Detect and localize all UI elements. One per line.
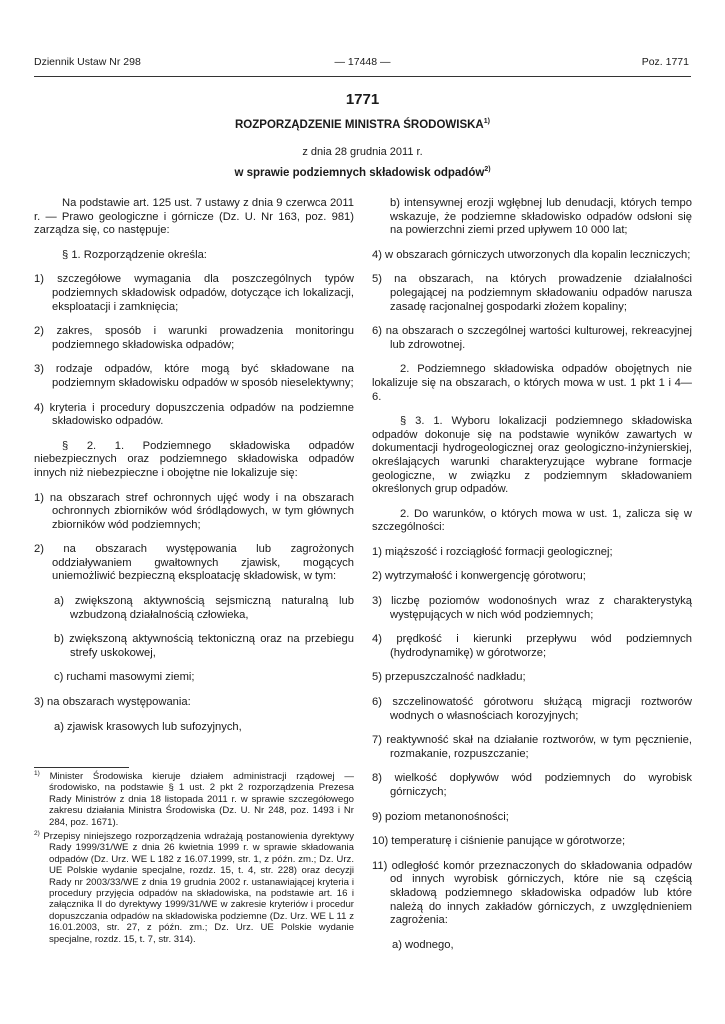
footnote-rule: [34, 767, 129, 768]
section-2-paragraph-2: 2. Podziemnego składowiska odpadów obojętnych nie lokalizuje się na obszarach, o których mowa w ust. 1 pkt 1 i 4—6.: [372, 363, 692, 403]
header-page-number: — 17448 —: [334, 56, 391, 68]
act-number: 1771: [345, 91, 380, 108]
list-item: 6) szczelinowatość górotworu służącą migracji roztworów wodnych o własnościach korozyjnych;: [372, 696, 692, 722]
list-item: 11) odległość komór przeznaczonych do składowania odpadów od innych wyrobisk górniczych, które nie są częścią składową podziemnego składowiska odpadów lub które należą do innych zakładów górniczych, z uwzględnieniem zagrożenia:: [372, 859, 692, 927]
list-item: 4) w obszarach górniczych utworzonych dla kopalin leczniczych;: [372, 248, 691, 261]
list-item: 7) reaktywność skał na działanie roztworów, w tym pęcznienie, rozmakanie, rozpuszczanie;: [372, 734, 692, 760]
header-position: Poz. 1771: [641, 56, 689, 68]
preamble: Na podstawie art. 125 ust. 7 ustawy z dnia 9 czerwca 2011 r. — Prawo geologiczne i górnicze (Dz. U. Nr 163, poz. 981) zarządza się, co następuje:: [34, 197, 354, 237]
list-item: 4) prędkość i kierunki przepływu wód podziemnych (hydrodynamikę) w górotworze;: [372, 633, 692, 659]
list-item: 5) na obszarach, na których prowadzenie działalności polegającej na podziemnym składowaniu odpadów narusza zasadę racjonalnej gospodarki złożem kopaliny;: [372, 273, 692, 313]
sub-item: a) zwiększoną aktywnością sejsmiczną naturalną lub wzbudzoną działalnością człowieka,: [54, 595, 354, 621]
list-item: 2) wytrzymałość i konwergencję górotworu;: [372, 570, 586, 583]
list-item: 4) kryteria i procedury dopuszczenia odpadów na podziemne składowisko odpadów.: [34, 401, 354, 428]
section-2-intro: § 2. 1. Podziemnego składowiska odpadów niebezpiecznych oraz podziemnego składowiska odpadów innych niż niebezpieczne i obojętne nie lokalizuje się:: [34, 439, 354, 479]
act-title: [0, 119, 725, 131]
header-rule: [34, 76, 691, 77]
footnote-mark: 2): [34, 829, 40, 837]
list-item: 1) szczegółowe wymagania dla poszczególnych typów podziemnych składowisk odpadów, dotyczące ich lokalizacji, eksploatacji i zamknięcia;: [34, 273, 354, 313]
list-item: 3) liczbę poziomów wodonośnych wraz z charakterystyką występujących w nich wód podziemnych;: [372, 595, 692, 621]
list-item: 3) rodzaje odpadów, które mogą być składowane na podziemnym składowisku odpadów w sposób nieselektywny;: [34, 363, 354, 389]
left-column: [34, 197, 354, 745]
list-item: 2) zakres, sposób i warunki prowadzenia monitoringu podziemnego składowiska odpadów;: [34, 325, 354, 351]
section-3-paragraph-2: 2. Do warunków, o których mowa w ust. 1, zalicza się w szczególności:: [372, 507, 692, 534]
list-item: 3) na obszarach występowania:: [34, 696, 191, 709]
list-item: 9) poziom metanonośności;: [372, 810, 509, 823]
footnote-text: Minister Środowiska kieruje działem administracji rządowej — środowisko, na podstawie § 1 ust. 2 pkt 2 rozporządzenia Prezesa Rady Ministrów z dnia 18 listopada 2011 r. w sprawie szczegółowego zakresu działania Ministra Środowiska (Dz. U. Nr 248, poz. 1493 i Nr 284, poz. 1671).: [49, 771, 354, 828]
list-item: 2) na obszarach występowania lub zagrożonych oddziaływaniem gwałtownych zjawisk, mogących uniemożliwić bezpieczną eksploatację składowisk, w tym:: [34, 543, 354, 583]
sub-item: a) zjawisk krasowych lub sufozyjnych,: [54, 720, 242, 733]
act-title-text: ROZPORZĄDZENIE MINISTRA ŚRODOWISKA: [235, 119, 484, 131]
act-date: z dnia 28 grudnia 2011 r.: [302, 146, 423, 158]
list-item: 1) na obszarach stref ochronnych ujęć wody i na obszarach ochronnych zbiorników wód śródlądowych, w tym głównych zbiorników wód podziemnych;: [34, 491, 354, 531]
sub-item: a) wodnego,: [392, 938, 454, 951]
section-1-intro: § 1. Rozporządzenie określa:: [62, 248, 207, 261]
sub-item-continued: b) intensywnej erozji wgłębnej lub denudacji, których tempo wskazuje, że podziemne składowisko odpadów odsłoni się na powierzchni ziemi przed upływem 10 000 lat;: [390, 197, 692, 237]
act-title-footnote-ref: 1): [483, 118, 490, 126]
footnotes: [34, 771, 354, 948]
footnote-text: Przepisy niniejszego rozporządzenia wdrażają postanowienia dyrektywy Rady 1999/31/WE z dnia 26 kwietnia 1999 r. w sprawie składowania odpadów (Dz. Urz. WE L 182 z 16.07.1999, str. 1, z późn. zm.; Dz. Urz. UE Polskie wydanie specjalne, rozdz. 15, t. 4, str. 228) oraz decyzji Rady nr 2003/33/WE z dnia 19 grudnia 2002 r. ustanawiającej kryteria i procedury przyjęcia odpadów na składowiska, na podstawie art. 16 i załącznika II do dyrektywy 1999/31/WE w zakresie kryteriów i procedur dopuszczania odpadów na składowiska podziemne (Dz. Urz. WE L 11 z 16.01.2003, str. 27, z późn. zm.; Dz. Urz. UE Polskie wydanie specjalne, rozdz. 15, t. 7, str. 314).: [43, 831, 354, 945]
list-item: 10) temperaturę i ciśnienie panujące w górotworze;: [372, 835, 626, 848]
right-column: [372, 197, 692, 963]
header-journal: Dziennik Ustaw Nr 298: [34, 56, 141, 68]
sub-item: b) zwiększoną aktywnością tektoniczną oraz na przebiegu strefy uskokowej,: [54, 633, 354, 659]
act-subject-footnote-ref: 2): [484, 166, 491, 174]
list-item: 8) wielkość dopływów wód podziemnych do wyrobisk górniczych;: [372, 772, 692, 798]
footnote-mark: 1): [34, 769, 40, 777]
list-item: 1) miąższość i rozciągłość formacji geologicznej;: [372, 545, 613, 558]
act-subject: [0, 167, 725, 179]
footnote-1: [34, 771, 354, 828]
list-item: 6) na obszarach o szczególnej wartości kulturowej, rekreacyjnej lub zdrowotnej.: [372, 325, 692, 351]
section-3-paragraph-1: § 3. 1. Wyboru lokalizacji podziemnego składowiska odpadów dokonuje się na podstawie wyników zawartych w dokumentacji hydrogeologicznej oraz geologiczno-inżynierskiej, określających warunki charakteryzujące wybrane formacje geologiczne, w związku z podziemnym składowaniem określonych grup odpadów.: [372, 415, 692, 496]
act-subject-text: w sprawie podziemnych składowisk odpadów: [234, 167, 485, 179]
sub-item: c) ruchami masowymi ziemi;: [54, 671, 195, 684]
footnote-2: [34, 831, 354, 945]
list-item: 5) przepuszczalność nadkładu;: [372, 671, 526, 684]
